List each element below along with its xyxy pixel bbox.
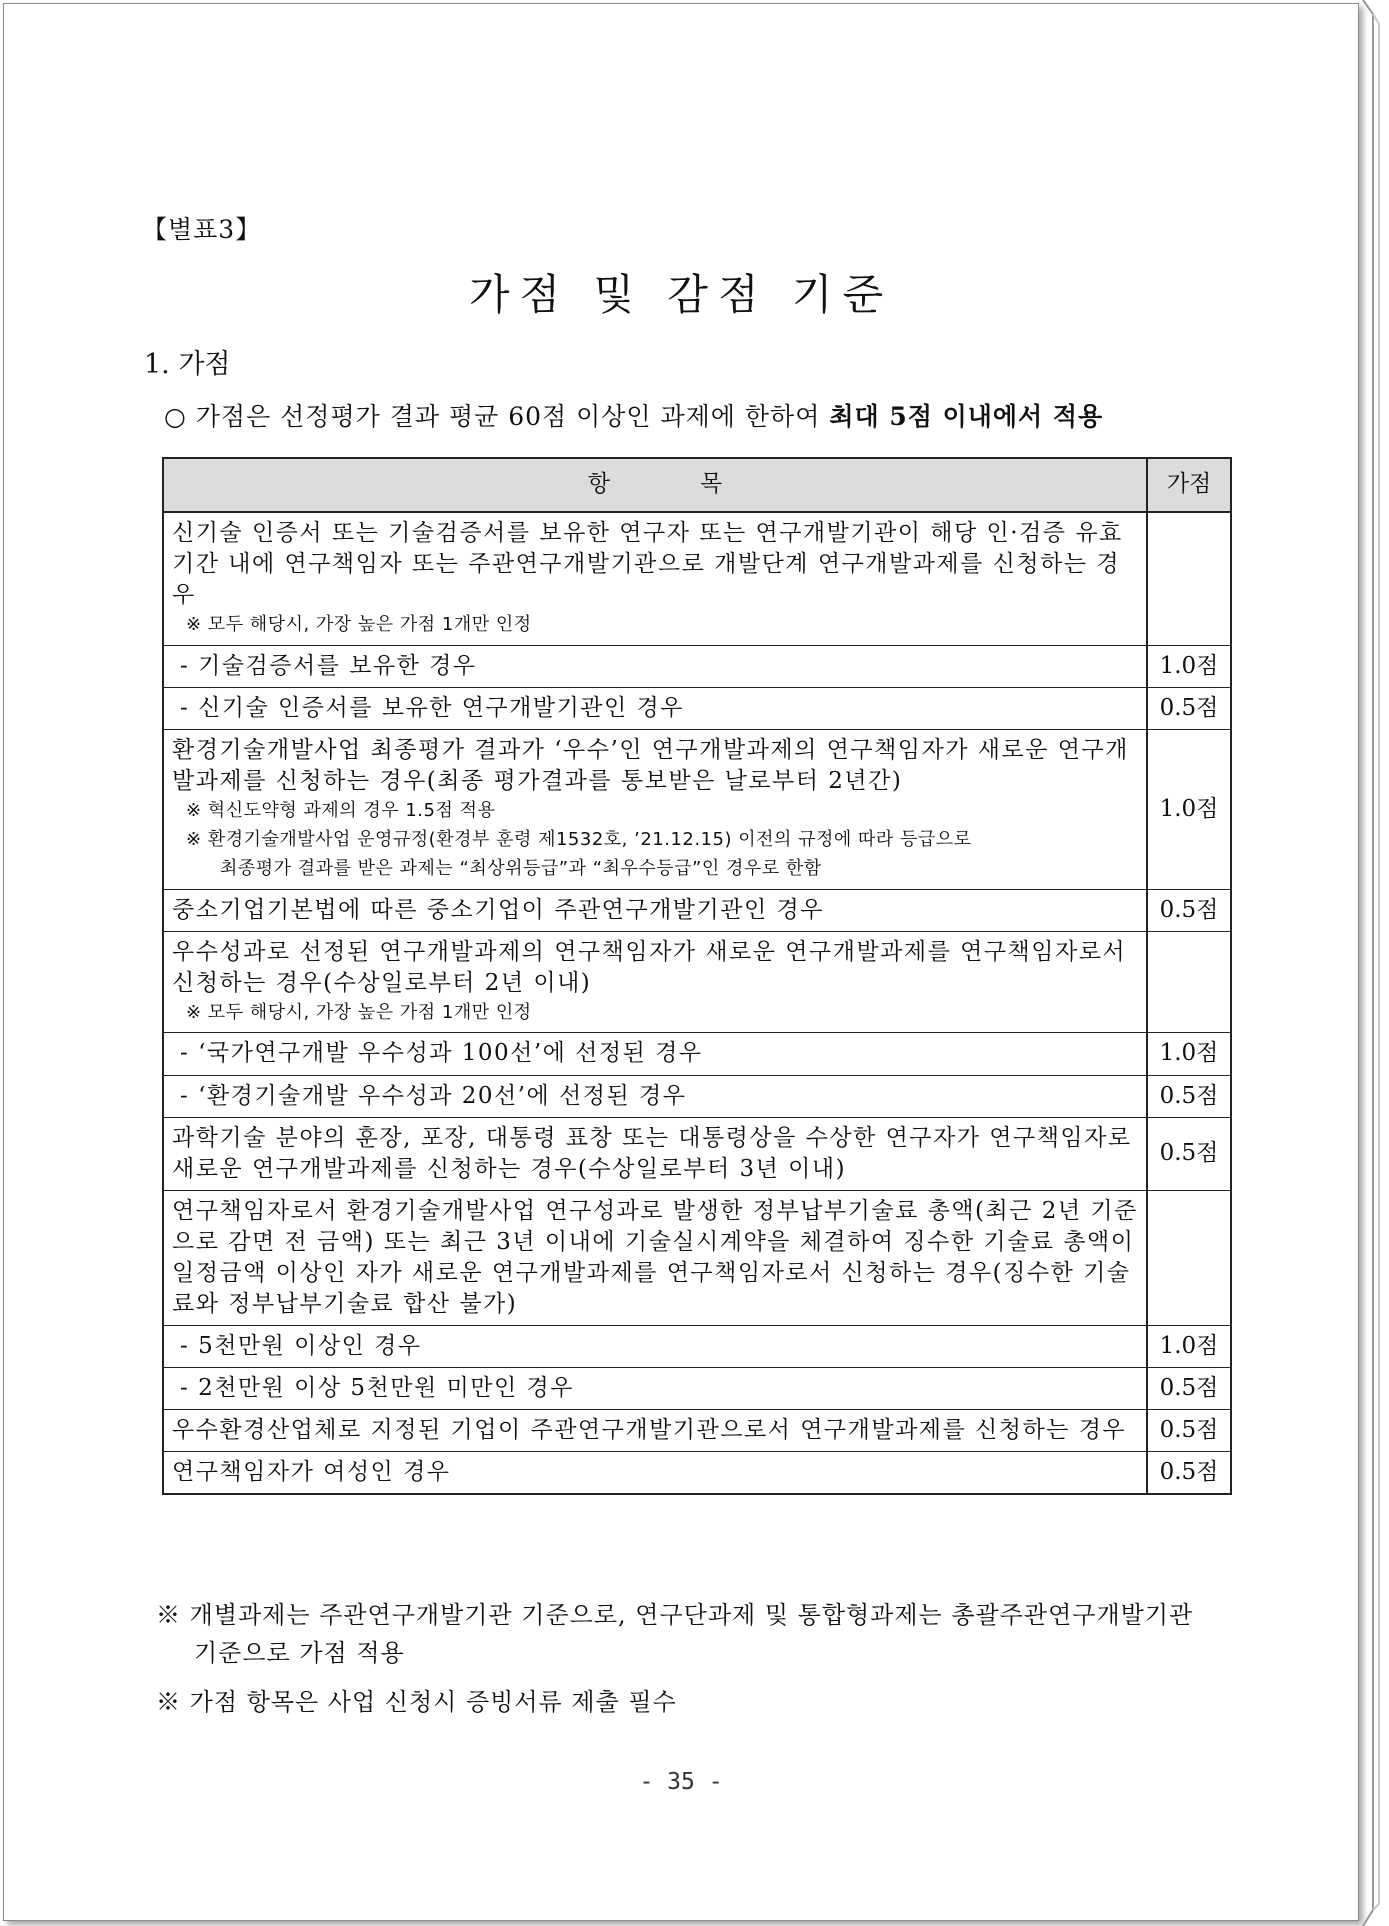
row-item	[163, 931, 1147, 1033]
page-curl-decoration	[1359, 0, 1387, 1926]
row-item	[163, 730, 1147, 889]
table-row	[163, 931, 1231, 1033]
row-score	[1147, 512, 1231, 645]
row-score: 0.5점	[1147, 1117, 1231, 1190]
row-score: 1.0점	[1147, 730, 1231, 889]
row-item: - 신기술 인증서를 보유한 연구개발기관인 경우	[163, 687, 1147, 729]
document-page	[3, 3, 1359, 1921]
row-item: - 기술검증서를 보유한 경우	[163, 645, 1147, 687]
table-row	[163, 1190, 1231, 1325]
table-row	[163, 1367, 1231, 1409]
row-score: 0.5점	[1147, 1367, 1231, 1409]
row-score: 1.0점	[1147, 1325, 1231, 1367]
row-item: - ‘국가연구개발 우수성과 100선’에 선정된 경우	[163, 1033, 1147, 1075]
row-score: 0.5점	[1147, 1075, 1231, 1117]
footnote-line: ※ 개별과제는 주관연구개발기관 기준으로, 연구단과제 및 통합형과제는 총괄주관연구개발기관	[156, 1601, 1194, 1629]
footnote: ※ 가점 항목은 사업 신청시 증빙서류 제출 필수	[156, 1687, 677, 1716]
intro-emphasis: 최대 5점 이내에서 적용	[829, 402, 1104, 431]
table-row	[163, 645, 1231, 687]
section-intro	[164, 397, 1103, 433]
row-score: 0.5점	[1147, 889, 1231, 931]
footnote	[156, 1596, 1193, 1673]
row-item	[163, 512, 1147, 645]
row-item: 연구책임자로서 환경기술개발사업 연구성과로 발생한 정부납부기술료 총액(최근 2년 기준으로 감면 전 금액) 또는 최근 3년 이내에 기술실시계약을 체결하여 징수한 기술료 총액이 일정금액 이상인 자가 새로운 연구개발과제를 연구책임자로서 신청하는 경우(징수한 기술료와 정부납부기술료 합산 불가)	[163, 1190, 1147, 1325]
row-score: 1.0점	[1147, 1033, 1231, 1075]
row-item: - 2천만원 이상 5천만원 미만인 경우	[163, 1367, 1147, 1409]
table-row	[163, 512, 1231, 645]
row-note: ※ 혁신도약형 과제의 경우 1.5점 적용	[186, 800, 496, 822]
row-score	[1147, 1190, 1231, 1325]
page-number: - 35 -	[639, 1769, 723, 1795]
table-row	[163, 1117, 1231, 1190]
page-title: 가점 및 감점 기준	[468, 270, 894, 319]
table-row	[163, 1325, 1231, 1367]
table-row	[163, 1451, 1231, 1494]
header-item: 항목	[163, 458, 1147, 512]
footnotes	[156, 1596, 1193, 1731]
row-item-text: 신기술 인증서 또는 기술검증서를 보유한 연구자 또는 연구개발기관이 해당 인·검증 유효기간 내에 연구책임자 또는 주관연구개발기관으로 개발단계 연구개발과제를 신청하는 경우	[172, 520, 1123, 609]
table-row	[163, 1033, 1231, 1075]
row-item: - ‘환경기술개발 우수성과 20선’에 선정된 경우	[163, 1075, 1147, 1117]
table-row	[163, 730, 1231, 889]
row-note: ※ 모두 해당시, 가장 높은 가점 1개만 인정	[186, 614, 532, 636]
appendix-label: 【별표3】	[142, 215, 262, 244]
table-row	[163, 1409, 1231, 1451]
row-item: 연구책임자가 여성인 경우	[163, 1451, 1147, 1494]
row-item: - 5천만원 이상인 경우	[163, 1325, 1147, 1367]
row-score: 1.0점	[1147, 645, 1231, 687]
row-item: 우수환경산업체로 지정된 기업이 주관연구개발기관으로서 연구개발과제를 신청하는 경우	[163, 1409, 1147, 1451]
row-score: 0.5점	[1147, 1409, 1231, 1451]
row-note: ※ 모두 해당시, 가장 높은 가점 1개만 인정	[186, 1001, 532, 1023]
row-score: 0.5점	[1147, 1451, 1231, 1494]
row-note: ※ 환경기술개발사업 운영규정(환경부 훈령 제1532호, ’21.12.15) 이전의 규정에 따라 등급으로	[186, 828, 972, 850]
intro-text: ○ 가점은 선정평가 결과 평균 60점 이상인 과제에 한하여	[164, 402, 830, 431]
row-note: 최종평가 결과를 받은 과제는 “최상위등급”과 “최우수등급”인 경우로 한함	[220, 857, 822, 879]
table-header-row	[163, 458, 1231, 512]
header-score: 가점	[1147, 458, 1231, 512]
row-item: 과학기술 분야의 훈장, 포장, 대통령 표창 또는 대통령상을 수상한 연구자가 연구책임자로 새로운 연구개발과제를 신청하는 경우(수상일로부터 3년 이내)	[163, 1117, 1147, 1190]
table-row	[163, 889, 1231, 931]
footnote-line: 기준으로 가점 적용	[194, 1639, 405, 1668]
table-row	[163, 687, 1231, 729]
row-score	[1147, 931, 1231, 1033]
section-heading: 1. 가점	[144, 349, 231, 380]
row-score: 0.5점	[1147, 687, 1231, 729]
row-item: 중소기업기본법에 따른 중소기업이 주관연구개발기관인 경우	[163, 889, 1147, 931]
row-item-text: 환경기술개발사업 최종평가 결과가 ‘우수’인 연구개발과제의 연구책임자가 새로운 연구개발과제를 신청하는 경우(최종 평가결과를 통보받은 날로부터 2년간)	[172, 737, 1129, 795]
bonus-criteria-table	[162, 457, 1232, 1495]
row-item-text: 우수성과로 선정된 연구개발과제의 연구책임자가 새로운 연구개발과제를 연구책임자로서 신청하는 경우(수상일로부터 2년 이내)	[172, 938, 1127, 996]
table-row	[163, 1075, 1231, 1117]
